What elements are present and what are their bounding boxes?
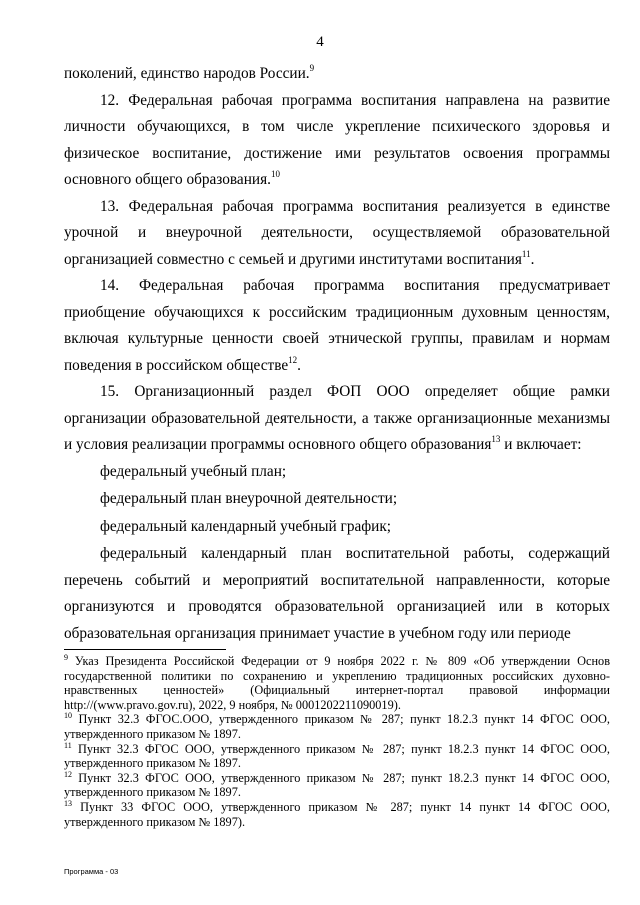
paragraph: 14. Федеральная рабочая программа воспитания предусматривает приобщение обучающихся к российским традиционным духовным ценностям, включая культурные ценности своей этнической группы, правилам и нормам поведения в российском обществе$^{12}$. (64, 277, 610, 374)
footnote-ref: 10 (270, 169, 280, 179)
page-footer: Программа - 03 (64, 867, 119, 876)
list-item: федеральный план внеурочной деятельности; (100, 490, 398, 507)
main-text (64, 61, 610, 647)
paragraph: 15. Организационный раздел ФОП ООО определяет общие рамки организации образовательной деятельности, а также организационные механизмы и условия реализации программы основного общего образования$^{13}$ и включает: (64, 383, 610, 453)
list-item: федеральный учебный план; (100, 462, 287, 480)
footnote: $^{12}$ Пункт 32.3 ФГОС ООО, утвержденного приказом № 287; пункт 18.2.3 пункт 14 ФГОС ООО, утвержденного приказом № 1897. (64, 769, 610, 800)
footnote: $^{10}$ Пункт 32.3 ФГОС.ООО, утвержденного приказом № 287; пункт 18.2.3 пункт 14 ФГОС ООО, утвержденного приказом № 1897. (64, 711, 610, 741)
page-number: 4 (316, 34, 324, 50)
footnote-ref: 11 (521, 248, 531, 259)
paragraph: федеральный календарный план воспитательной работы, содержащий перечень событий и мероприятий воспитательной направленности, которые организуются и проводятся образовательной организацией или в которых образовательная организация принимает участие в учебном году или периоде (64, 545, 610, 642)
footnote-ref: 9 (309, 63, 315, 73)
list-item: федеральный календарный учебный график; (100, 517, 392, 535)
footnote: $^{13}$ Пункт 33 ФГОС ООО, утвержденного приказом № 287; пункт 14 пункт 14 ФГОС ООО, утвержденного приказом № 1897). (64, 798, 610, 829)
paragraph: 12. Федеральная рабочая программа воспитания направлена на развитие личности обучающихся, в том числе укрепление психического здоровья и физическое воспитание, достижение ими результатов освоения программы основного общего образования.$^{10}$ (64, 91, 610, 188)
footnotes (64, 654, 610, 829)
footnote: $^9$ Указ Президента Российской Федерации от 9 ноября 2022 г. № 809 «Об утверждении Основ государственной политики по сохранению и укреплению традиционных российских духовно-нравственных ценностей» (Официальный интернет-портал правовой информации http://(www.pravo.gov.ru), 2022, 9 ноября, № 0001202211090019). (64, 653, 610, 712)
footnote-ref: 12 (288, 354, 298, 365)
footnote: $^{11}$ Пункт 32.3 ФГОС ООО, утвержденного приказом № 287; пункт 18.2.3 пункт 14 ФГОС ООО, утвержденного приказом № 1897. (64, 740, 610, 771)
footnote-ref: 13 (491, 434, 501, 444)
paragraph: поколений, единство народов России.$^9$ (64, 63, 315, 82)
paragraph: 13. Федеральная рабочая программа воспитания реализуется в единстве урочной и внеурочной деятельности, осуществляемой образовательной организацией совместно с семьей и другими институтами воспитания$^{11}$. (64, 197, 610, 268)
footnote-divider (64, 649, 226, 650)
